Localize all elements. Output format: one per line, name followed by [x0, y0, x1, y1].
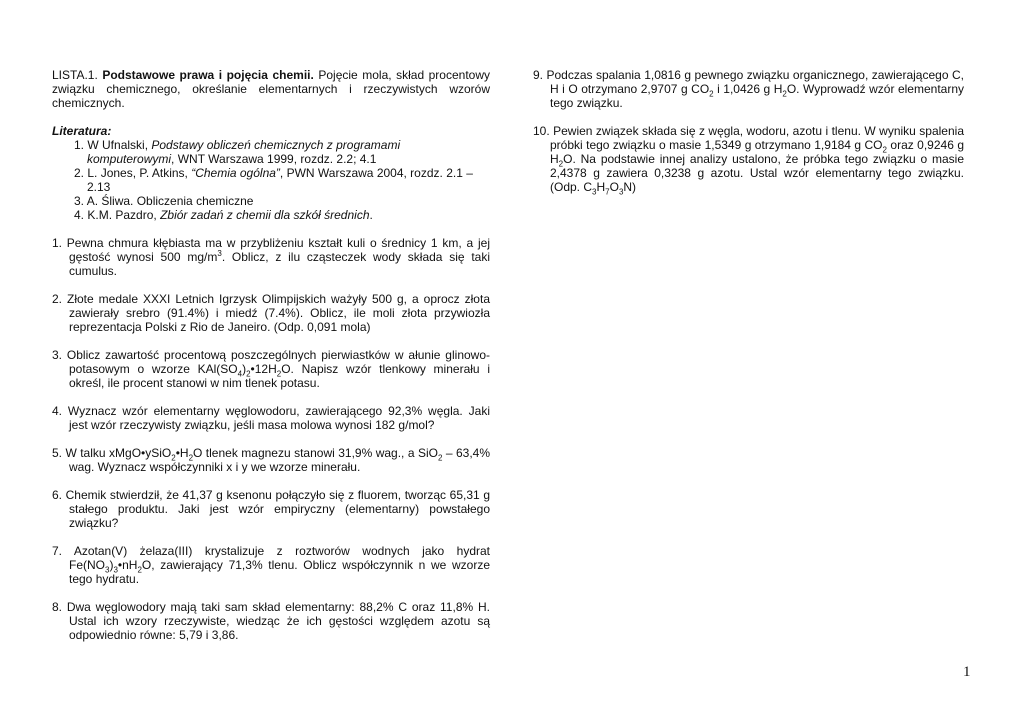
list-title: Podstawowe prawa i pojęcia chemii. [102, 68, 314, 82]
problem-10: 10. Pewien związek składa się z węgla, wodoru, azotu i tlenu. W wyniku spalenia próbki tego związku o masie 1,5349 g otrzymano 1,9184 g $CO_2$ oraz 0,9246 g $H_2O$. Na podstawie innej analizy ustalono, że próbka tego związku o masie 2,4378 g zawiera 0,3238 g azotu. Ustal wzór elementarny tego związku. (Odp. $C_3H_7O_3N$) [533, 124, 964, 197]
literature-list [52, 138, 490, 222]
problem-6: 6. Chemik stwierdził, że 41,37 g ksenonu połączyło się z fluorem, tworząc 65,31 g stałego produktu. Jaki jest wzór empiryczny (elementarny) powstałego związku? [52, 488, 490, 530]
problem-1: 1. Pewna chmura kłębiasta ma w przybliżeniu kształt kuli o średnicy 1 km, a jej gęstość wynosi 500 $mg/m^3$. Oblicz, z ilu cząsteczek wody składa się taki cumulus. [52, 236, 491, 278]
list-prefix: LISTA.1. [52, 68, 103, 82]
right-column [533, 68, 965, 197]
problem-2: 2. Złote medale XXXI Letnich Igrzysk Olimpijskich ważyły 500 g, a oprocz złota zawierały srebro (91.4%) i miedź (7.4%). Oblicz, ile moli złota przywiozła reprezentacja Polski z Rio de Janeiro. (Odp. 0,091 mola) [52, 292, 490, 334]
literature-item: 4. K.M. Pazdro, Zbiór zadań z chemii dla szkół średnich. [74, 208, 373, 222]
problem-5: 5. W talku $xMgO•ySiO_2•H_2O$ tlenek magnezu stanowi 31,9% wag., a SiO$_2$ – 63,4% wag. Wyznacz współczynniki x i y we wzorze minerału. [52, 446, 490, 474]
problem-9: 9. Podczas spalania 1,0816 g pewnego związku organicznego, zawierającego C, H i O otrzymano 2,9707 g $CO_2$ i 1,0426 g $H_2O$. Wyprowadź wzór elementarny tego związku. [533, 68, 965, 110]
literature-heading: Literatura: [52, 124, 112, 138]
page-number: 1 [963, 664, 971, 680]
problem-3: 3. Oblicz zawartość procentową poszczególnych pierwiastków w ałunie glinowo-potasowym o wzorze $KAl(SO_4)_2•12H_2O$. Napisz wzór tlenkowy minerału i określ, ile procent stanowi w nim tlenek potasu. [52, 348, 490, 390]
left-column [52, 68, 490, 642]
list-header [52, 68, 490, 110]
literature-item: 2. L. Jones, P. Atkins, “Chemia ogólna”, PWN Warszawa 2004, rozdz. 2.1 – 2.13 [74, 166, 473, 194]
literature-item: 3. A. Śliwa. Obliczenia chemiczne [74, 194, 254, 208]
list-description: Pojęcie mola, skład procentowy związku chemicznego, określanie elementarnych i rzeczywistych wzorów chemicznych. [52, 68, 491, 110]
problem-7: 7. Azotan(V) żelaza(III) krystalizuje z roztworów wodnych jako hydrat $Fe(NO_3)_3•nH_2O$, zawierający 71,3% tlenu. Oblicz współczynnik n we wzorze tego hydratu. [52, 544, 490, 586]
problem-8: 8. Dwa węglowodory mają taki sam skład elementarny: 88,2% C oraz 11,8% H. Ustal ich wzory rzeczywiste, wiedząc że ich gęstości względem azotu są odpowiednio równe: 5,79 i 3,86. [52, 600, 490, 642]
problem-4: 4. Wyznacz wzór elementarny węglowodoru, zawierającego 92,3% węgla. Jaki jest wzór rzeczywisty związku, jeśli masa molowa wynosi 182 g/mol? [52, 404, 490, 432]
literature-item: 1. W Ufnalski, Podstawy obliczeń chemicznych z programami komputerowymi, WNT Warszawa 1999, rozdz. 2.2; 4.1 [74, 138, 401, 166]
